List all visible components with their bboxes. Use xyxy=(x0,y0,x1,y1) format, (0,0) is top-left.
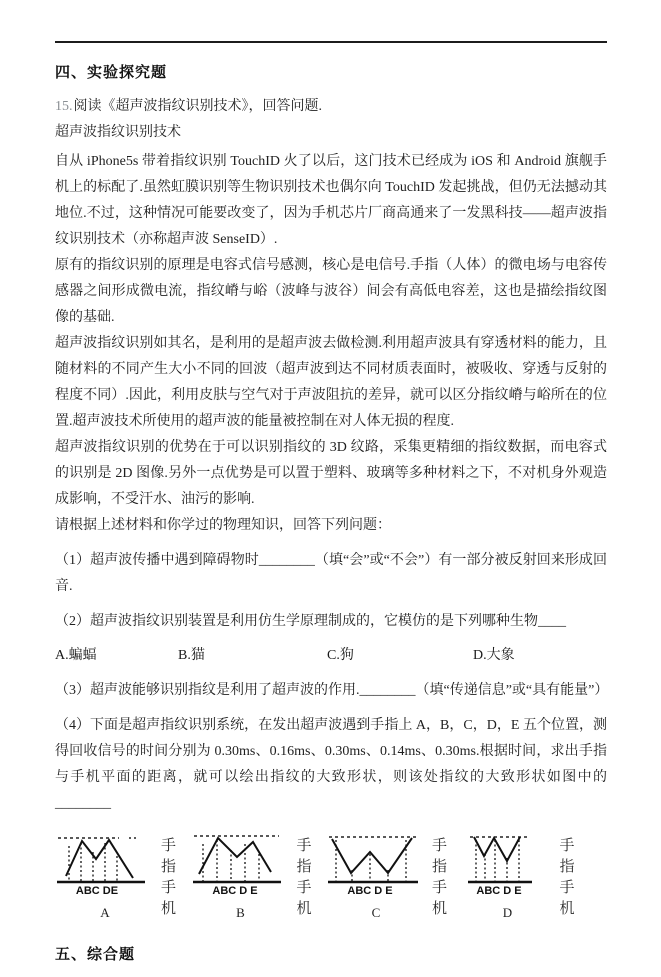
article-closing-line: 请根据上述材料和你学过的物理知识，回答下列问题： xyxy=(55,518,391,533)
sub-question-4: （4）下面是超声指纹识别系统，在发出超声波遇到手指上 A，B，C，D，E 五个位置，测得回收信号的时间分别为 0.30ms、0.16ms、0.30ms、0.14ms、0.30ms.根据时间，求出手指与手机平面的距离，就可以绘出指纹的大致形状，则该处指纹的大致形状如图中的________ xyxy=(55,718,607,811)
figure-caption-a: A xyxy=(100,905,110,920)
document-content xyxy=(0,41,661,964)
fingerprint-diagram-b xyxy=(191,830,327,921)
figure-d-labels xyxy=(559,834,590,917)
figure-b-labels xyxy=(296,834,327,917)
sensor-letters-b: ABC D E xyxy=(211,885,258,897)
figure-caption-d: D xyxy=(502,905,513,920)
fingerprint-diagram-c xyxy=(326,830,462,921)
question-number: 15. xyxy=(55,99,73,114)
header-divider xyxy=(55,41,607,43)
section-heading-4: 四、实验探究题 xyxy=(55,65,168,81)
figure-c-labels xyxy=(432,834,462,917)
option-d xyxy=(473,643,515,669)
finger-label: 手指 xyxy=(432,838,448,875)
option-a-label: A. xyxy=(55,648,69,663)
phone-label: 手机 xyxy=(161,880,177,917)
option-b-text: 猫 xyxy=(190,648,205,663)
option-c-text: 狗 xyxy=(339,648,354,663)
option-d-label: D. xyxy=(473,648,487,663)
option-b xyxy=(178,643,327,669)
sensor-letters-a: ABC DE xyxy=(75,885,119,897)
phone-label: 手机 xyxy=(559,880,575,917)
option-a-text: 蝙蝠 xyxy=(68,648,97,663)
section-heading-5: 五、综合题 xyxy=(55,947,136,963)
figure-a-labels xyxy=(161,834,191,917)
fingerprint-profile-a-graphic xyxy=(55,830,155,896)
fingerprint-profile-b-graphic xyxy=(191,830,291,896)
figure-caption-c: C xyxy=(371,905,381,920)
finger-label: 手指 xyxy=(559,838,575,875)
sub-question-3: （3）超声波能够识别指纹是利用了超声波的作用.________（填“传递信息”或“具有能量”） xyxy=(55,683,609,698)
fingerprint-diagram-a xyxy=(55,830,191,921)
options-row xyxy=(55,643,607,669)
question-15-intro xyxy=(55,94,607,120)
article-paragraph-1: 自从 iPhone5s 带着指纹识别 TouchID 火了以后，这门技术已经成为 iOS 和 Android 旗舰手机上的标配了.虽然虹膜识别等生物识别技术也偶尔向 TouchID 发起挑战，但仍无法撼动其地位.不过，这种情况可能要改变了，因为手机芯片厂商高通来了一发黑科技——超声波指纹识别技术（亦称超声波 SenseID）. xyxy=(55,154,607,247)
fingerprint-profile-c-graphic xyxy=(326,830,426,896)
option-a xyxy=(55,643,178,669)
option-d-text: 大象 xyxy=(486,648,515,663)
option-b-label: B. xyxy=(178,648,191,663)
article-paragraph-4: 超声波指纹识别的优势在于可以识别指纹的 3D 纹路，采集更精细的指纹数据，而电容式的识别是 2D 图像.另外一点优势是可以置于塑料、玻璃等多种材料之下，不对机身外观造成影响，不受汗水、油污的影响. xyxy=(55,440,607,507)
article-paragraph-3: 超声波指纹识别如其名，是利用的是超声波去做检测.利用超声波具有穿透材料的能力，且随材料的不同产生大小不同的回波（超声波到达不同材质表面时，被吸收、穿透与反射的程度不同）.因此，利用皮肤与空气对于声波阻抗的差异，就可以区分指纹嵴与峪所在的位置.超声波技术所使用的超声波的能量被控制在对人体无损的程度. xyxy=(55,336,607,429)
option-c-label: C. xyxy=(327,648,340,663)
sensor-letters-c: ABC D E xyxy=(347,885,393,897)
figure-caption-b: B xyxy=(236,905,245,920)
sensor-letters-d: ABC D E xyxy=(475,885,522,897)
sub-question-2: （2）超声波指纹识别装置是利用仿生学原理制成的，它模仿的是下列哪种生物____ xyxy=(55,614,566,629)
question-intro-text: 阅读《超声波指纹识别技术》，回答问题. xyxy=(73,99,322,114)
sub-question-1: （1）超声波传播中遇到障碍物时________（填“会”或“不会”）有一部分被反射回来形成回音. xyxy=(55,553,607,594)
fingerprint-figures-row xyxy=(55,830,607,921)
exam-document-page xyxy=(0,41,661,977)
article-title: 超声波指纹识别技术 xyxy=(55,125,181,140)
option-c xyxy=(327,643,473,669)
finger-label: 手指 xyxy=(296,838,312,875)
finger-label: 手指 xyxy=(161,838,177,875)
fingerprint-diagram-d xyxy=(462,830,590,921)
fingerprint-profile-d-graphic xyxy=(462,830,554,896)
phone-label: 手机 xyxy=(296,880,312,917)
article-paragraph-2: 原有的指纹识别的原理是电容式信号感测，核心是电信号.手指（人体）的微电场与电容传感器之间形成微电流，指纹嵴与峪（波峰与波谷）间会有高低电容差，这也是描绘指纹图像的基础. xyxy=(55,258,607,325)
phone-label: 手机 xyxy=(432,880,448,917)
